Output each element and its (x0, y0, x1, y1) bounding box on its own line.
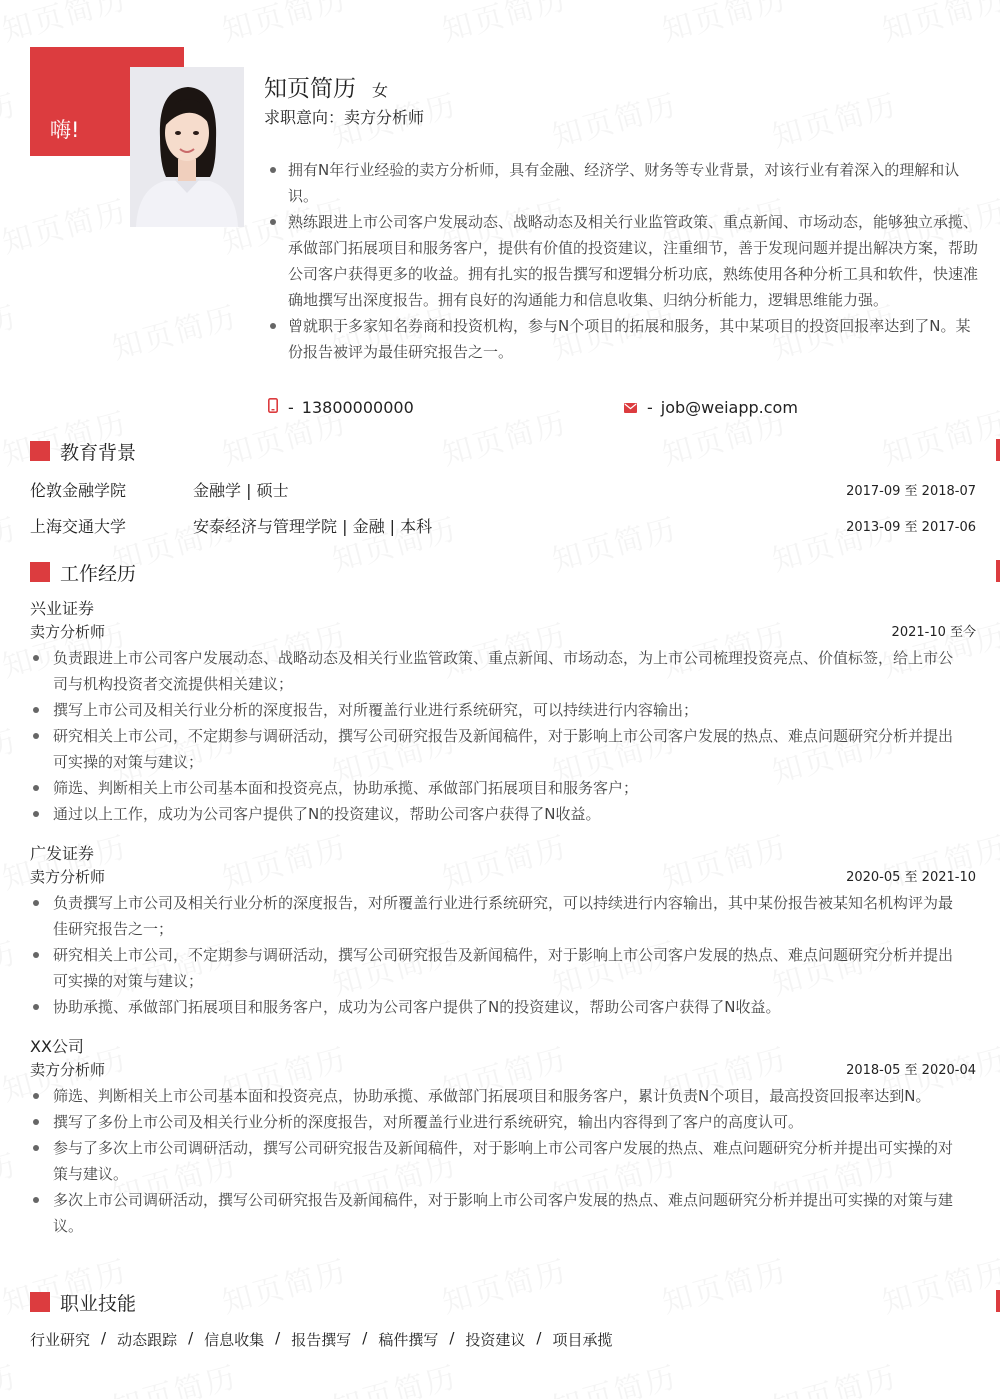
watermark-text (0, 292, 22, 368)
work-header (30, 560, 996, 584)
skill-item: 行业研究 (30, 1331, 91, 1349)
duty-item: 筛选、判断相关上市公司基本面和投资亮点，协助承揽、承做部门拓展项目和服务客户，累计负责N个项目，最高投资回报率达到N。 (30, 1083, 976, 1109)
duty-item: 多次上市公司调研活动，撰写公司研究报告及新闻稿件，对于影响上市公司客户发展的热点、难点问题研究分析并提出可实操的对策与建议。 (30, 1187, 976, 1239)
watermark-text (106, 1352, 241, 1399)
job-date: 2018-05 至 2020-04 (846, 1063, 976, 1078)
watermark-text (0, 504, 22, 580)
watermark-text (546, 80, 681, 156)
school-major: 安泰经济与管理学院 | 金融 | 本科 (193, 517, 433, 536)
job-role: 卖方分析师 (30, 868, 106, 886)
duty-item: 负责跟进上市公司客户发展动态、战略动态及相关行业监管政策、重点新闻、市场动态，为上市公司梳理投资亮点、价值标签，给上市公司与机构投资者交流提供相关建议； (30, 645, 976, 697)
skill-item: 投资建议 (465, 1331, 526, 1349)
duty-item: 撰写了多份上市公司及相关行业分析的深度报告，对所覆盖行业进行系统研究，输出内容得到了客户的高度认可。 (30, 1109, 976, 1135)
skill-item: 项目承揽 (552, 1331, 613, 1349)
mail-icon (624, 398, 637, 417)
duty-item: 通过以上工作，成功为公司客户提供了N的投资建议，帮助公司客户获得了N收益。 (30, 801, 976, 827)
watermark-text (106, 292, 241, 368)
summary-list (268, 157, 978, 365)
summary-item: 熟练跟进上市公司客户发展动态、战略动态及相关行业监管政策、重点新闻、市场动态，能够独立承揽、承做部门拓展项目和服务客户，提供有价值的投资建议，注重细节，善于发现问题并提出解决方案，帮助公司客户获得更多的收益。拥有扎实的报告撰写和逻辑分析功底，熟练使用各种分析工具和软件，快速准确地撰写出深度报告。拥有良好的沟通能力和信息收集、归纳分析能力，逻辑思维能力强。 (268, 209, 978, 313)
watermark-text (656, 0, 791, 50)
school-name: 伦敦金融学院 (30, 481, 127, 500)
watermark-text (436, 0, 571, 50)
candidate-gender: 女 (372, 81, 389, 100)
section-marker (30, 562, 50, 582)
greeting-text: 嗨! (50, 118, 80, 142)
duty-item: 协助承揽、承做部门拓展项目和服务客户，成功为公司客户提供了N的投资建议，帮助公司客户获得了N收益。 (30, 994, 976, 1020)
school-date: 2017-09 至 2018-07 (846, 484, 976, 499)
job-entry (30, 597, 976, 827)
education-header (30, 439, 996, 463)
duty-list (30, 1083, 976, 1239)
duty-item: 研究相关上市公司，不定期参与调研活动，撰写公司研究报告及新闻稿件，对于影响上市公司客户发展的热点、难点问题研究分析并提出可实操的对策与建议； (30, 942, 976, 994)
job-entry (30, 1035, 976, 1239)
duty-item: 参与了多次上市公司调研活动，撰写公司研究报告及新闻稿件，对于影响上市公司客户发展的热点、难点问题研究分析并提出可实操的对策与建议。 (30, 1135, 976, 1187)
skill-separator: / (101, 1329, 107, 1347)
watermark-text (0, 80, 22, 156)
candidate-name: 知页简历 (264, 76, 356, 102)
education-title: 教育背景 (60, 441, 137, 464)
email-address: job@weiapp.com (660, 398, 798, 417)
skill-separator: / (449, 1329, 455, 1347)
watermark-text (546, 1352, 681, 1399)
phone-number: 13800000000 (301, 398, 414, 417)
job-date: 2021-10 至今 (891, 625, 976, 640)
watermark-text (0, 716, 22, 792)
duty-item: 负责撰写上市公司及相关行业分析的深度报告，对所覆盖行业进行系统研究，可以持续进行内容输出，其中某份报告被某知名机构评为最佳研究报告之一； (30, 890, 976, 942)
education-row (30, 514, 976, 536)
school-name: 上海交通大学 (30, 517, 127, 536)
watermark-text (0, 1352, 22, 1399)
watermark-text (0, 928, 22, 1004)
skill-item: 动态跟踪 (117, 1331, 178, 1349)
duty-item: 研究相关上市公司，不定期参与调研活动，撰写公司研究报告及新闻稿件，对于影响上市公司客户发展的热点、难点问题研究分析并提出可实操的对策与建议； (30, 723, 976, 775)
job-role: 卖方分析师 (30, 623, 106, 641)
skill-separator: / (536, 1329, 542, 1347)
watermark-text (876, 0, 1000, 50)
job-intent: 求职意向：卖方分析师 (264, 108, 425, 127)
job-entry (30, 842, 976, 1020)
watermark-text (0, 0, 132, 50)
skill-item: 报告撰写 (291, 1331, 352, 1349)
job-date: 2020-05 至 2021-10 (846, 870, 976, 885)
skill-separator: / (275, 1329, 281, 1347)
summary-item: 曾就职于多家知名券商和投资机构，参与N个项目的拓展和服务，其中某项目的投资回报率达到了N。某份报告被评为最佳研究报告之一。 (268, 313, 978, 365)
contact-separator: - (647, 398, 653, 417)
skills-list (30, 1329, 612, 1350)
watermark-text (326, 1352, 461, 1399)
summary-item: 拥有N年行业经验的卖方分析师，具有金融、经济学、财务等专业背景，对该行业有着深入的理解和认识。 (268, 157, 978, 209)
job-role: 卖方分析师 (30, 1061, 106, 1079)
phone-contact (268, 398, 414, 417)
duty-list (30, 645, 976, 827)
section-marker (30, 441, 50, 461)
watermark-text (0, 1140, 22, 1216)
skill-item: 稿件撰写 (378, 1331, 439, 1349)
watermark-text (766, 80, 901, 156)
duty-item: 筛选、判断相关上市公司基本面和投资亮点，协助承揽、承做部门拓展项目和服务客户； (30, 775, 976, 801)
profile-photo (130, 67, 244, 227)
skills-header (30, 1290, 996, 1314)
section-edge-bar (996, 1290, 1000, 1312)
skill-item: 信息收集 (204, 1331, 265, 1349)
school-date: 2013-09 至 2017-06 (846, 520, 976, 535)
section-marker (30, 1292, 50, 1312)
school-major: 金融学 | 硕士 (193, 481, 289, 500)
duty-list (30, 890, 976, 1020)
duty-item: 撰写上市公司及相关行业分析的深度报告，对所覆盖行业进行系统研究，可以持续进行内容输出； (30, 697, 976, 723)
company-name: 兴业证券 (30, 599, 95, 618)
contact-separator: - (288, 398, 294, 417)
email-contact (624, 398, 798, 417)
company-name: 广发证券 (30, 844, 95, 863)
company-name: XX公司 (30, 1037, 84, 1056)
section-edge-bar (996, 439, 1000, 461)
section-edge-bar (996, 560, 1000, 582)
watermark-text (0, 186, 132, 262)
skills-title: 职业技能 (60, 1292, 137, 1315)
work-title: 工作经历 (60, 562, 137, 585)
watermark-text (216, 0, 351, 50)
education-row (30, 478, 976, 500)
skill-separator: / (362, 1329, 368, 1347)
skill-separator: / (188, 1329, 194, 1347)
watermark-text (766, 1352, 901, 1399)
phone-icon (268, 398, 278, 417)
